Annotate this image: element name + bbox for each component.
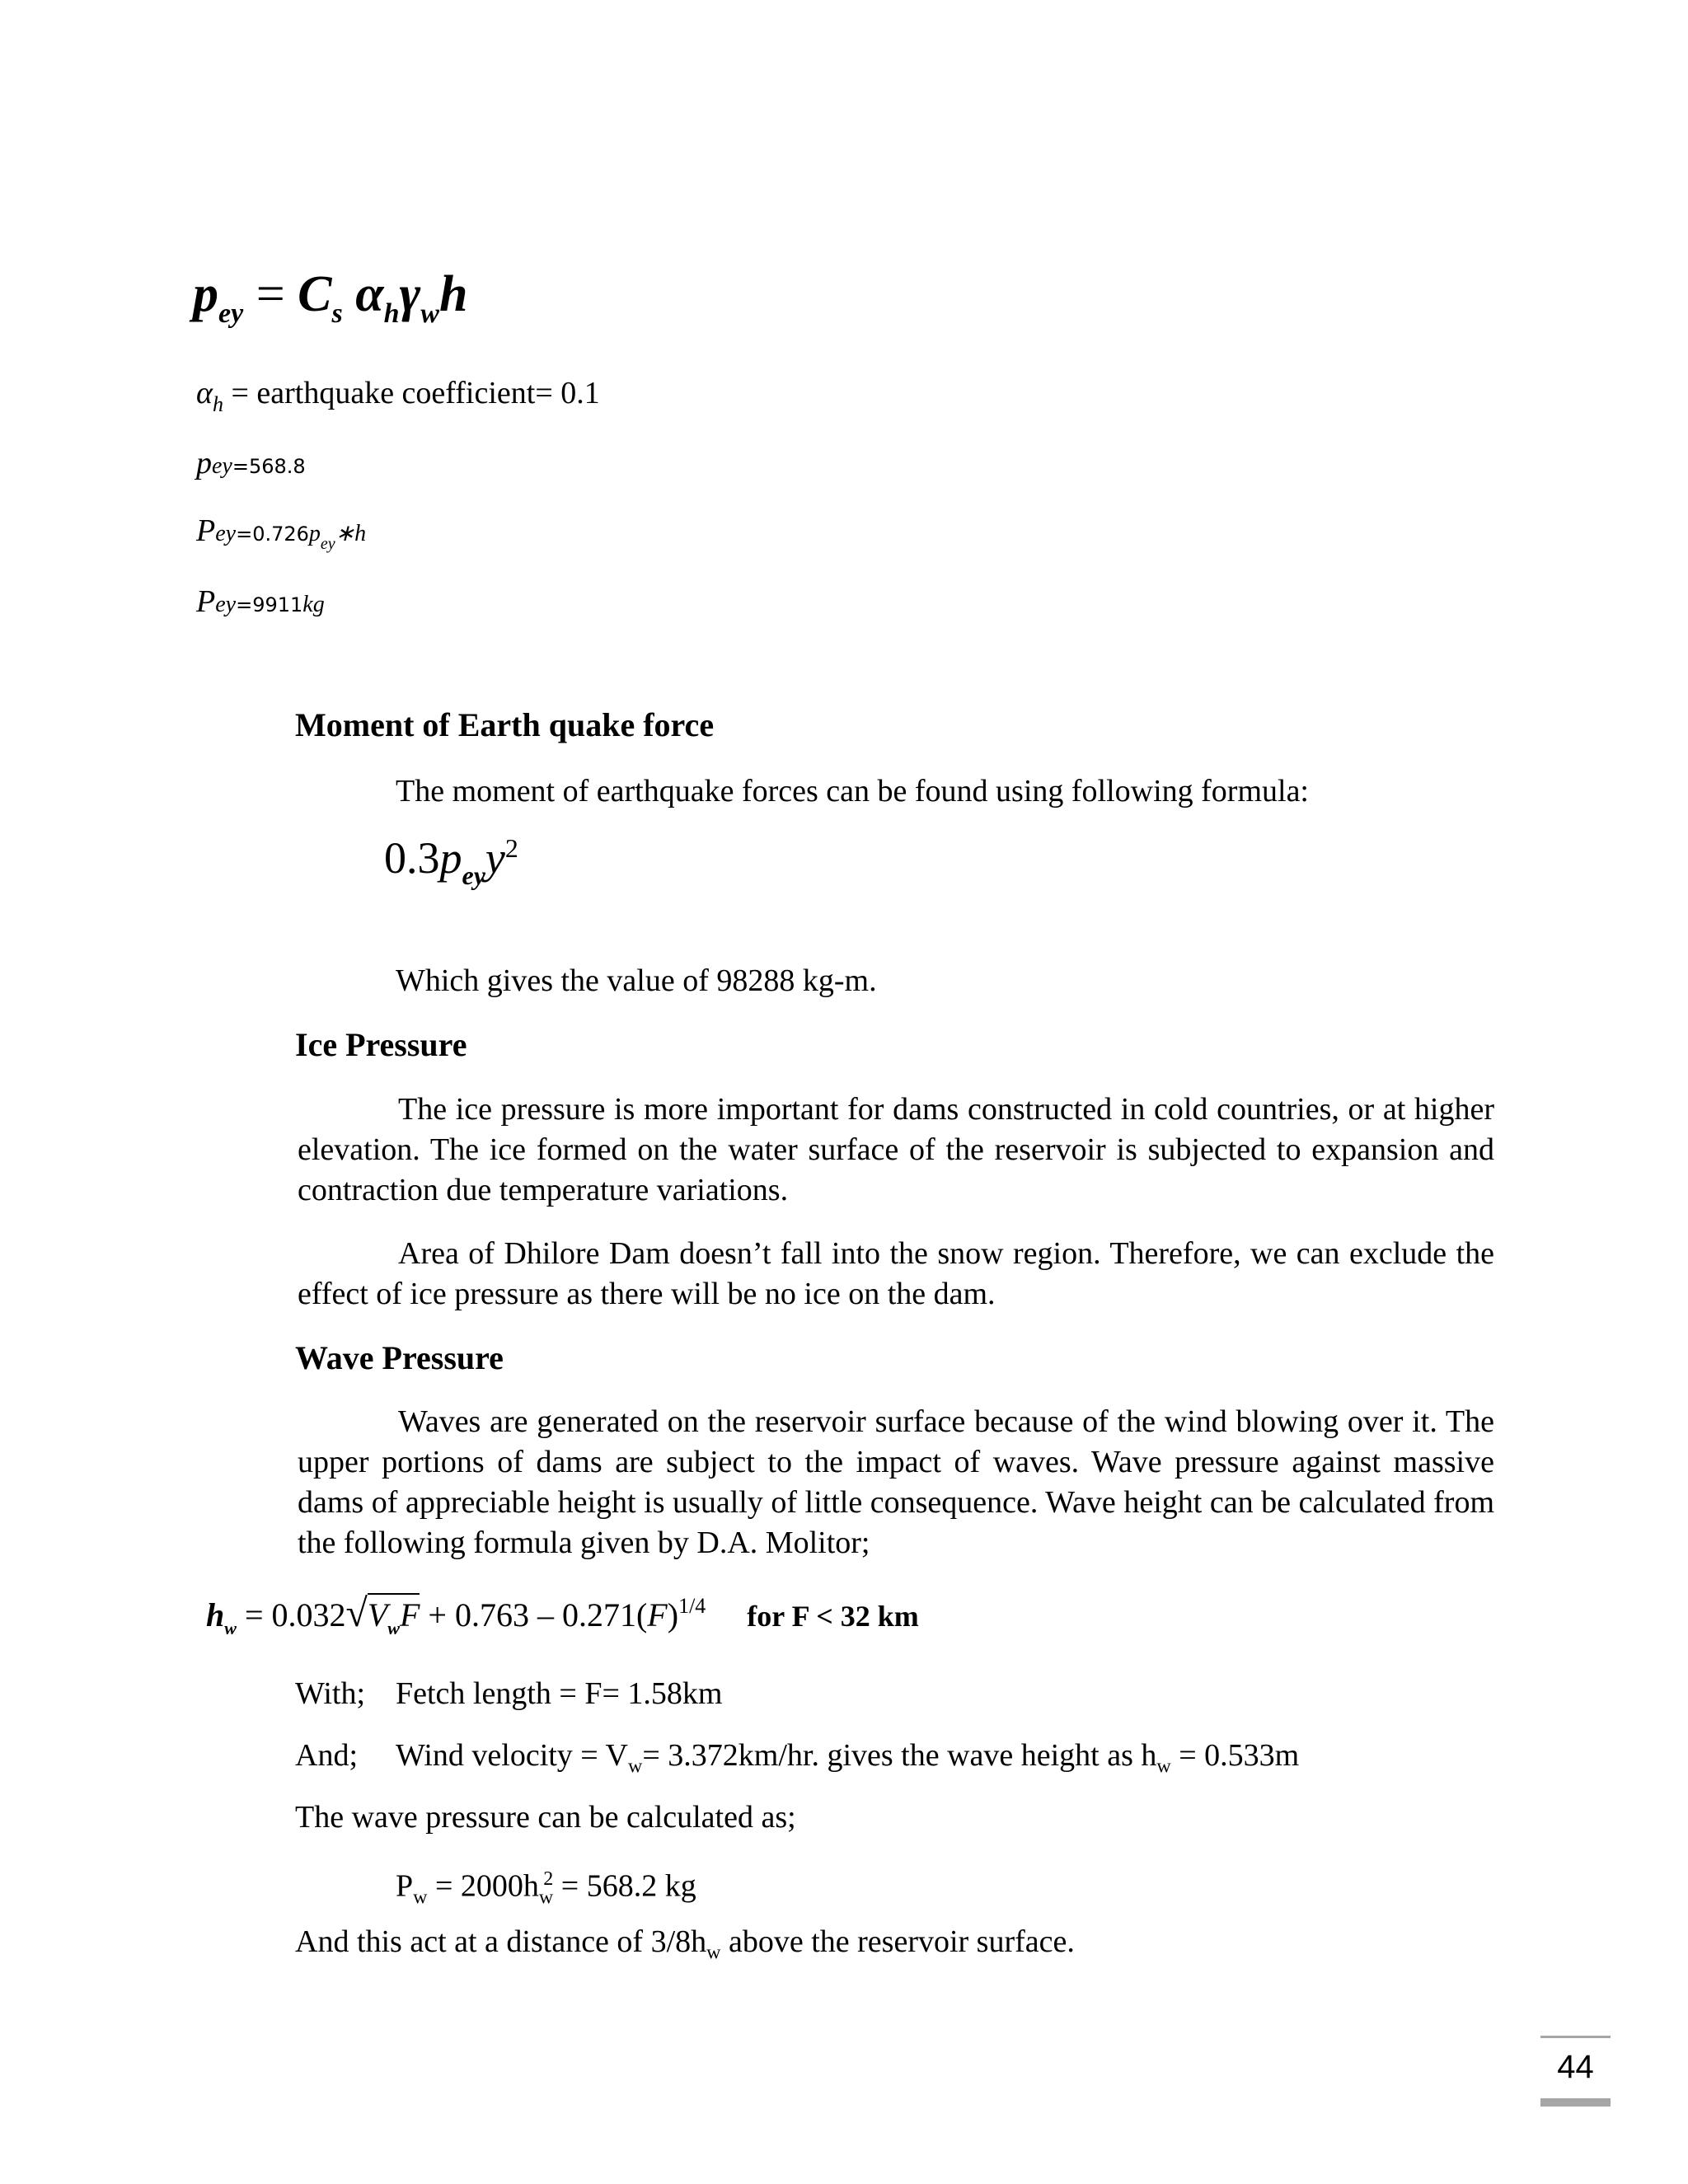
Pey-value: =9911 — [236, 593, 303, 616]
alpha-definition — [196, 375, 600, 417]
pey-symbol: p — [308, 521, 321, 546]
eq-symbol: γ — [399, 266, 421, 322]
Pey-value-line — [196, 583, 325, 620]
moment-heading: Moment of Earth quake force — [295, 706, 715, 743]
wave-action-start: And this act at a distance of 3/8h — [295, 1924, 707, 1959]
and-label: And; — [295, 1738, 358, 1773]
wave-h-subscript: w — [224, 1618, 237, 1638]
moment-intro: The moment of earthquake forces can be found using following formula: — [396, 774, 1309, 808]
wave-v-symbol: V — [367, 1596, 388, 1633]
wave-coefficient: = 0.032 — [244, 1596, 346, 1633]
wave-pressure-intro: The wave pressure can be calculated as; — [295, 1800, 796, 1835]
Pey-subscript: ey — [215, 592, 237, 617]
ice-paragraph-2: Area of Dhilore Dam doesn’t fall into the snow region. Therefore, we can exclude the effect of ice pressure as there will be no ice on the dam. — [298, 1236, 1494, 1311]
alpha-symbol: α — [196, 376, 213, 410]
wave-height-value: = 0.533m — [1170, 1738, 1300, 1773]
wave-condition: for F < 32 km — [747, 1600, 919, 1633]
wave-action-subscript: w — [706, 1942, 721, 1964]
Pey-height-term: ∗h — [335, 521, 367, 546]
wave-paragraph-1: Waves are generated on the reservoir surface because of the wind blowing over it. The upper portions of dams are subject to the impact of waves. Wave pressure against massive dams of appreciable height is usually of little consequence. Wave height can be calculated from the following formula given by D.A. Molitor; — [298, 1404, 1494, 1560]
pw-coefficient: = 2000h — [427, 1868, 539, 1904]
Pey-unit: kg — [302, 592, 325, 617]
pey-subscript: ey — [212, 453, 232, 479]
wave-height-text: = 3.372km/hr. gives the wave height as h — [642, 1738, 1157, 1773]
wave-h-symbol: h — [206, 1596, 225, 1633]
moment-coefficient: 0.3 — [384, 833, 440, 883]
Pey-subscript: ey — [215, 521, 237, 546]
Pey-symbol: P — [196, 513, 216, 548]
wave-f-symbol: F — [399, 1596, 420, 1633]
hw-subscript: w — [538, 1886, 554, 1909]
eq-subscript: ey — [218, 298, 244, 329]
wave-paren: ) — [667, 1596, 679, 1633]
wave-action-end: above the reservoir surface. — [720, 1924, 1075, 1959]
eq-subscript: w — [420, 298, 439, 329]
pw-symbol: P — [396, 1868, 414, 1904]
wave-pressure-equation — [396, 1859, 696, 1918]
alpha-text: = earthquake coefficient= 0.1 — [223, 376, 600, 410]
page-number-top-rule — [1540, 2036, 1611, 2038]
wind-velocity-label: Wind velocity = V — [396, 1738, 628, 1773]
Pey-coefficient: =0.726 — [236, 523, 309, 546]
wave-terms: + 0.763 – 0.271( — [428, 1596, 648, 1633]
eq-symbol: p — [193, 266, 218, 322]
wave-height-equation: $h_w = 0.032√V_wF + 0.763 - 0.271(F)^{1/4}$ for F < 32 km — [206, 1591, 919, 1638]
eq-operator: = — [256, 266, 285, 322]
pey-value: =568.8 — [232, 455, 306, 478]
eq-symbol: C — [298, 266, 332, 322]
earthquake-pressure-equation — [193, 265, 467, 330]
Pey-symbol: P — [196, 584, 216, 619]
alpha-subscript: h — [212, 392, 223, 416]
wave-action-text — [295, 1922, 1075, 1974]
eq-subscript: h — [383, 298, 400, 329]
page-number: 44 — [1557, 2049, 1594, 2085]
wind-subscript: w — [628, 1755, 643, 1778]
ice-paragraph-1: The ice pressure is more important for dams constructed in cold countries, or at higher elevation. The ice formed on the water surface of the reservoir is subjected to expansion and contraction due temperature variations. — [298, 1092, 1494, 1207]
pw-value: = 568.2 kg — [553, 1868, 696, 1904]
wind-velocity-text — [396, 1736, 1299, 1788]
pey-subscript: ey — [320, 535, 335, 553]
wave-exponent: 1/4 — [678, 1594, 706, 1618]
pey-value-line — [196, 445, 306, 481]
with-label: With; — [295, 1676, 366, 1711]
pw-subscript: w — [413, 1886, 428, 1909]
wave-height-subscript: w — [1156, 1755, 1171, 1778]
wave-heading: Wave Pressure — [295, 1339, 504, 1376]
page-number-bottom-rule — [1540, 2098, 1611, 2107]
eq-symbol: h — [438, 266, 468, 322]
moment-equation — [384, 832, 518, 891]
eq-symbol: α — [355, 266, 384, 322]
wave-v-subscript: w — [387, 1618, 400, 1638]
hw-exponent: 2 — [543, 1868, 554, 1890]
moment-exponent: 2 — [504, 833, 518, 863]
Pey-formula-line — [196, 513, 366, 554]
moment-y-symbol: y — [485, 833, 505, 883]
fetch-length-text: Fetch length = F= 1.58km — [396, 1676, 723, 1711]
wave-f-symbol: F — [647, 1596, 668, 1633]
moment-subscript: ey — [462, 860, 485, 890]
pey-symbol: p — [196, 446, 212, 480]
eq-subscript: s — [331, 298, 343, 329]
moment-p-symbol: p — [439, 833, 462, 883]
ice-heading: Ice Pressure — [295, 1026, 467, 1063]
moment-result: Which gives the value of 98288 kg-m. — [396, 963, 877, 998]
